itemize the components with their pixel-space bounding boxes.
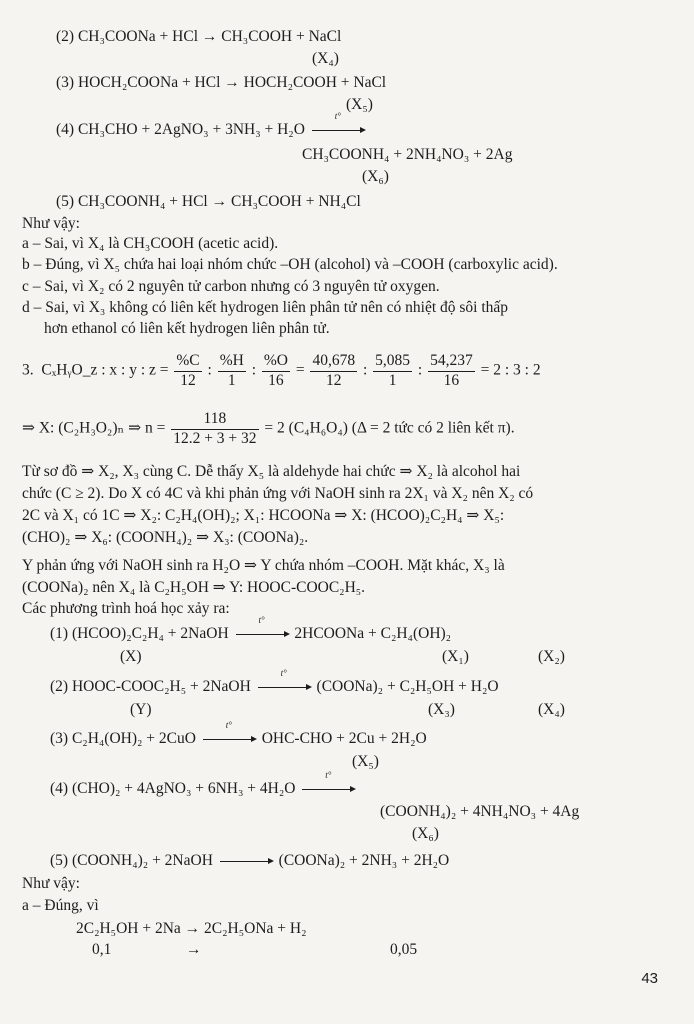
x6-label-2: (X₆) (412, 825, 439, 842)
heat-arrow: t° (200, 730, 258, 749)
para-line-6: (COONa)₂ nên X₄ là C₂H₅OH ⇒ Y: HOOC-COOC₂H₅. (22, 579, 366, 596)
answer-d-1-cont: hơn ethanol có liên kết hydrogen liên phân tử. (44, 320, 330, 337)
page-number: 43 (641, 970, 658, 987)
eq2-4-products: (COONH₄)₂ + 4NH₄NO₃ + 4Ag (380, 803, 580, 820)
answer-a-2: a – Đúng, vì (22, 897, 99, 914)
moles-right: 0,05 (390, 941, 418, 958)
final-eq: 2C₂H₅OH + 2Na → 2C₂H₅ONa + H₂ (76, 920, 307, 937)
answer-a-1: a – Sai, vì X₄ là CH₃COOH (acetic acid). (22, 235, 279, 252)
reaction-2-line: (2) CH₃COONa + HCl → CH₃COOH + NaCl (56, 28, 342, 45)
problem-3-ratio: 3. CₓHᵧO_z : x : y : z = $\frac{\%C}{12}$ : $\frac{\%H}{1}$ : $\frac{\%O}{16}$ = $\frac{40,678}{12}$ : $\frac{5,085}{1}$ : $\frac{54,237}{16}$ = 2 : 3 : 2 (22, 352, 541, 389)
nhu-vay-1: Như vậy: (22, 215, 80, 232)
heat-arrow: t° (255, 678, 313, 697)
y-label: (Y) (130, 701, 152, 718)
para-line-4: (CHO)₂ ⇒ X₆: (COONH₄)₂ ⇒ X₃: (COONa)₂. (22, 529, 309, 546)
reaction-4-line: (4) CH₃CHO + 2AgNO₃ + 3NH₃ + H₂O t° (56, 121, 367, 140)
para-line-7: Các phương trình hoá học xảy ra: (22, 600, 230, 617)
reaction-4-products: CH₃COONH₄ + 2NH₄NO₃ + 2Ag (302, 146, 513, 163)
x6-label: (X₆) (362, 168, 389, 185)
frac-h-val: $\frac{5,085}{1}$ (375, 352, 411, 389)
para-line-3: 2C và X₁ có 1C ⇒ X₂: C₂H₄(OH)₂; X₁: HCOONa ⇒ X: (HCOO)₂C₂H₄ ⇒ X₅: (22, 507, 505, 524)
x4-label-2: (X₄) (538, 701, 565, 718)
heat-arrow: t° (233, 625, 291, 644)
para-line-2: chức (C ≥ 2). Do X có 4C và khi phản ứng với NaOH sinh ra 2X₁ và X₂ nên X₂ có (22, 485, 534, 502)
x5-label: (X₅) (346, 96, 373, 113)
x4-label: (X₄) (312, 50, 339, 67)
x5-label-2: (X₅) (352, 753, 379, 770)
answer-c-1: c – Sai, vì X₂ có 2 nguyên tử carbon nhưng có 3 nguyên tử oxygen. (22, 278, 440, 295)
eq2-3: (3) C₂H₄(OH)₂ + 2CuO t° OHC-CHO + 2Cu + 2H₂O (50, 720, 427, 747)
moles-arrow: → (186, 941, 202, 958)
eq2-4: (4) (CHO)₂ + 4AgNO₃ + 6NH₃ + 4H₂O t° (50, 780, 357, 799)
eq2-5: (5) (COONH₄)₂ + 2NaOH (COONa)₂ + 2NH₃ + 2H₂O (50, 852, 450, 869)
heat-arrow: t° (309, 121, 367, 140)
x3-label: (X₃) (428, 701, 455, 718)
reaction-5-line: (5) CH₃COONH₄ + HCl → CH₃COOH + NH₄Cl (56, 193, 361, 210)
eq2-1: (1) (HCOO)₂C₂H₄ + 2NaOH t° 2HCOONa + C₂H₄(OH)₂ (50, 615, 452, 642)
x1-label: (X₁) (442, 648, 469, 665)
frac-c-val: $\frac{40,678}{12}$ (312, 352, 356, 389)
moles-left: 0,1 (92, 941, 112, 958)
eq2-2: (2) HOOC-COOC₂H₅ + 2NaOH t° (COONa)₂ + C₂H₅OH + H₂O (50, 668, 499, 695)
plain-arrow (217, 852, 275, 871)
para-line-1: Từ sơ đồ ⇒ X₂, X₃ cùng C. Dễ thấy X₅ là aldehyde hai chức ⇒ X₂ là alcohol hai (22, 463, 521, 480)
nhu-vay-2: Như vậy: (22, 875, 80, 892)
x2-label: (X₂) (538, 648, 565, 665)
answer-b-1: b – Đúng, vì X₅ chứa hai loại nhóm chức –OH (alcohol) và –COOH (carboxylic acid). (22, 256, 558, 273)
molar-mass-line: ⇒ X: (C₂H₃O₂)ₙ ⇒ n = $\frac{118}{12.2 + 3 + 32}$ = 2 (C₄H₆O₄) (Δ = 2 tức có 2 liên kết π). (22, 410, 515, 447)
frac-c: $\frac{\%C}{12}$ (176, 352, 200, 389)
heat-arrow: t° (299, 780, 357, 799)
para-line-5: Y phản ứng với NaOH sinh ra H₂O ⇒ Y chứa nhóm –COOH. Mặt khác, X₃ là (22, 557, 505, 574)
x-label: (X) (120, 648, 142, 665)
reaction-3-line: (3) HOCH₂COONa + HCl → HOCH₂COOH + NaCl (56, 74, 387, 91)
frac-o: $\frac{\%O}{16}$ (263, 352, 288, 389)
answer-d-1: d – Sai, vì X₃ không có liên kết hydrogen liên phân tử nên có nhiệt độ sôi thấp (22, 299, 509, 316)
frac-o-val: $\frac{54,237}{16}$ (430, 352, 473, 389)
frac-n: $\frac{118}{12.2 + 3 + 32}$ (173, 410, 257, 447)
frac-h: $\frac{\%H}{1}$ (219, 352, 244, 389)
